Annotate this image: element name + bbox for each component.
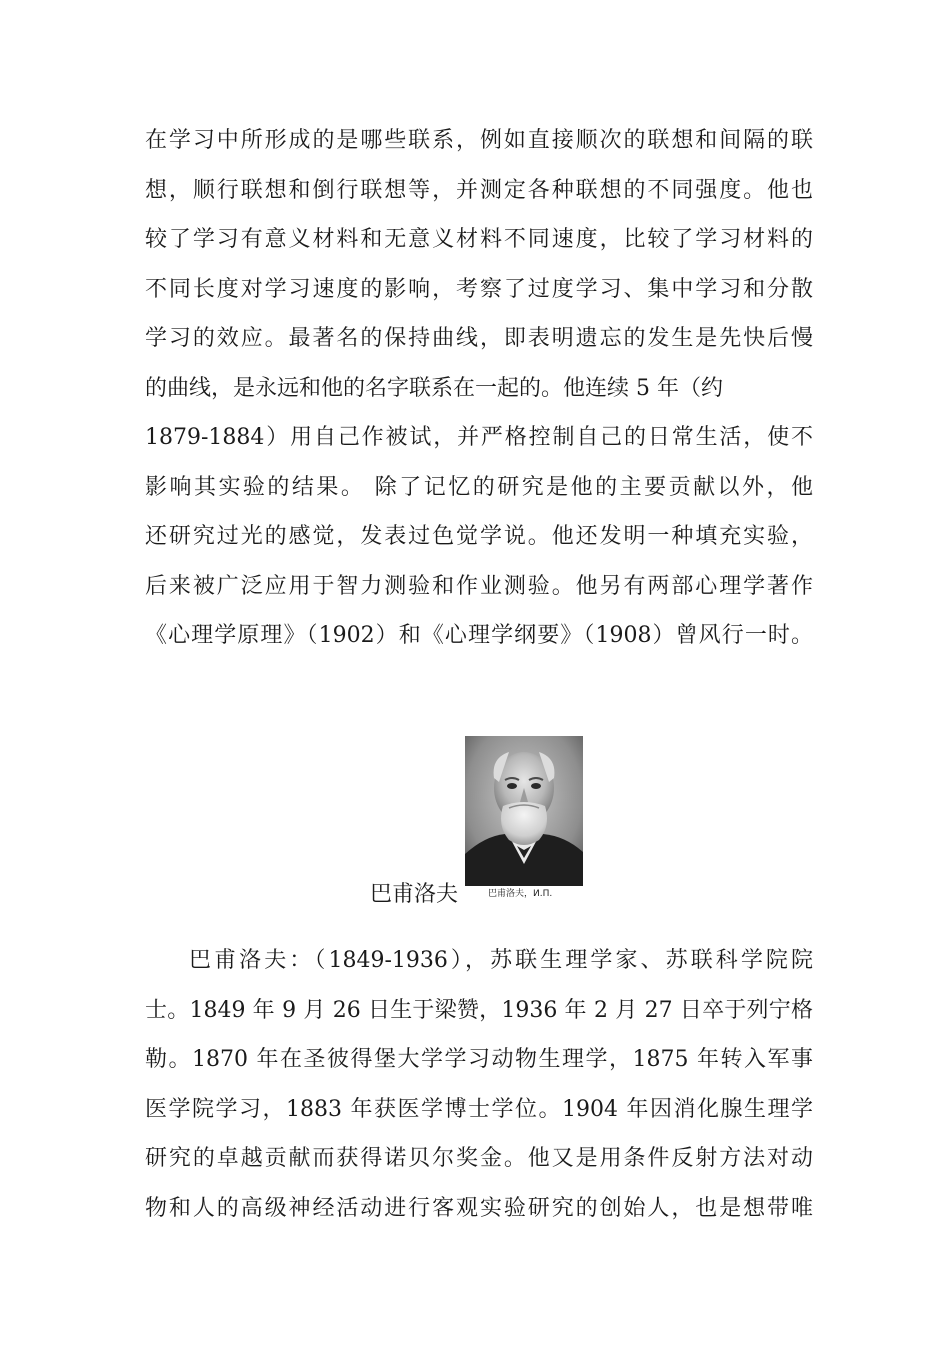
text-line: 想，顺行联想和倒行联想等，并测定各种联想的不同强度。他也	[145, 177, 813, 203]
text-line: 不同长度对学习速度的影响，考察了过度学习、集中学习和分散	[145, 276, 813, 302]
text-line: 物和人的高级神经活动进行客观实验研究的创始人，也是想带唯	[145, 1195, 813, 1221]
photo-sublabel: 巴甫洛夫，И.П.	[488, 889, 553, 899]
text-line: 《心理学原理》（1902）和《心理学纲要》（1908）曾风行一时。	[145, 623, 813, 648]
text-line: 勒。1870 年在圣彼得堡大学学习动物生理学，1875 年转入军事	[145, 1047, 813, 1072]
text-line: 巴甫洛夫：（1849-1936），苏联生理学家、苏联科学院院	[189, 948, 813, 973]
text-line: 士。1849 年 9 月 26 日生于梁赞，1936 年 2 月 27 日卒于列宁格	[145, 997, 813, 1023]
text-line: 在学习中所形成的是哪些联系，例如直接顺次的联想和间隔的联	[145, 128, 813, 153]
text-line: 研究的卓越贡献而获得诺贝尔奖金。他又是用条件反射方法对动	[145, 1146, 813, 1171]
paragraph-pavlov	[145, 936, 813, 1233]
text-line: 学习的效应。最著名的保持曲线，即表明遗忘的发生是先快后慢	[145, 326, 813, 351]
text-line: 还研究过光的感觉，发表过色觉学说。他还发明一种填充实验，	[145, 524, 813, 549]
text-line: 1879-1884）用自己作被试，并严格控制自己的日常生活，使不	[145, 425, 813, 450]
text-line: 较了学习有意义材料和无意义材料不同速度，比较了学习材料的	[145, 227, 813, 252]
pavlov-portrait-photo	[465, 736, 583, 886]
text-line: 医学院学习，1883 年获医学博士学位。1904 年因消化腺生理学	[145, 1096, 813, 1122]
text-line: 的曲线，是永远和他的名字联系在一起的。他连续 5 年（约	[145, 375, 723, 401]
paragraph-ebbinghaus	[145, 116, 813, 661]
text-line: 影响其实验的结果。 除了记忆的研究是他的主要贡献以外，他	[145, 474, 813, 500]
text-line: 后来被广泛应用于智力测验和作业测验。他另有两部心理学著作	[145, 573, 813, 599]
figure-caption: 巴甫洛夫	[370, 882, 459, 907]
